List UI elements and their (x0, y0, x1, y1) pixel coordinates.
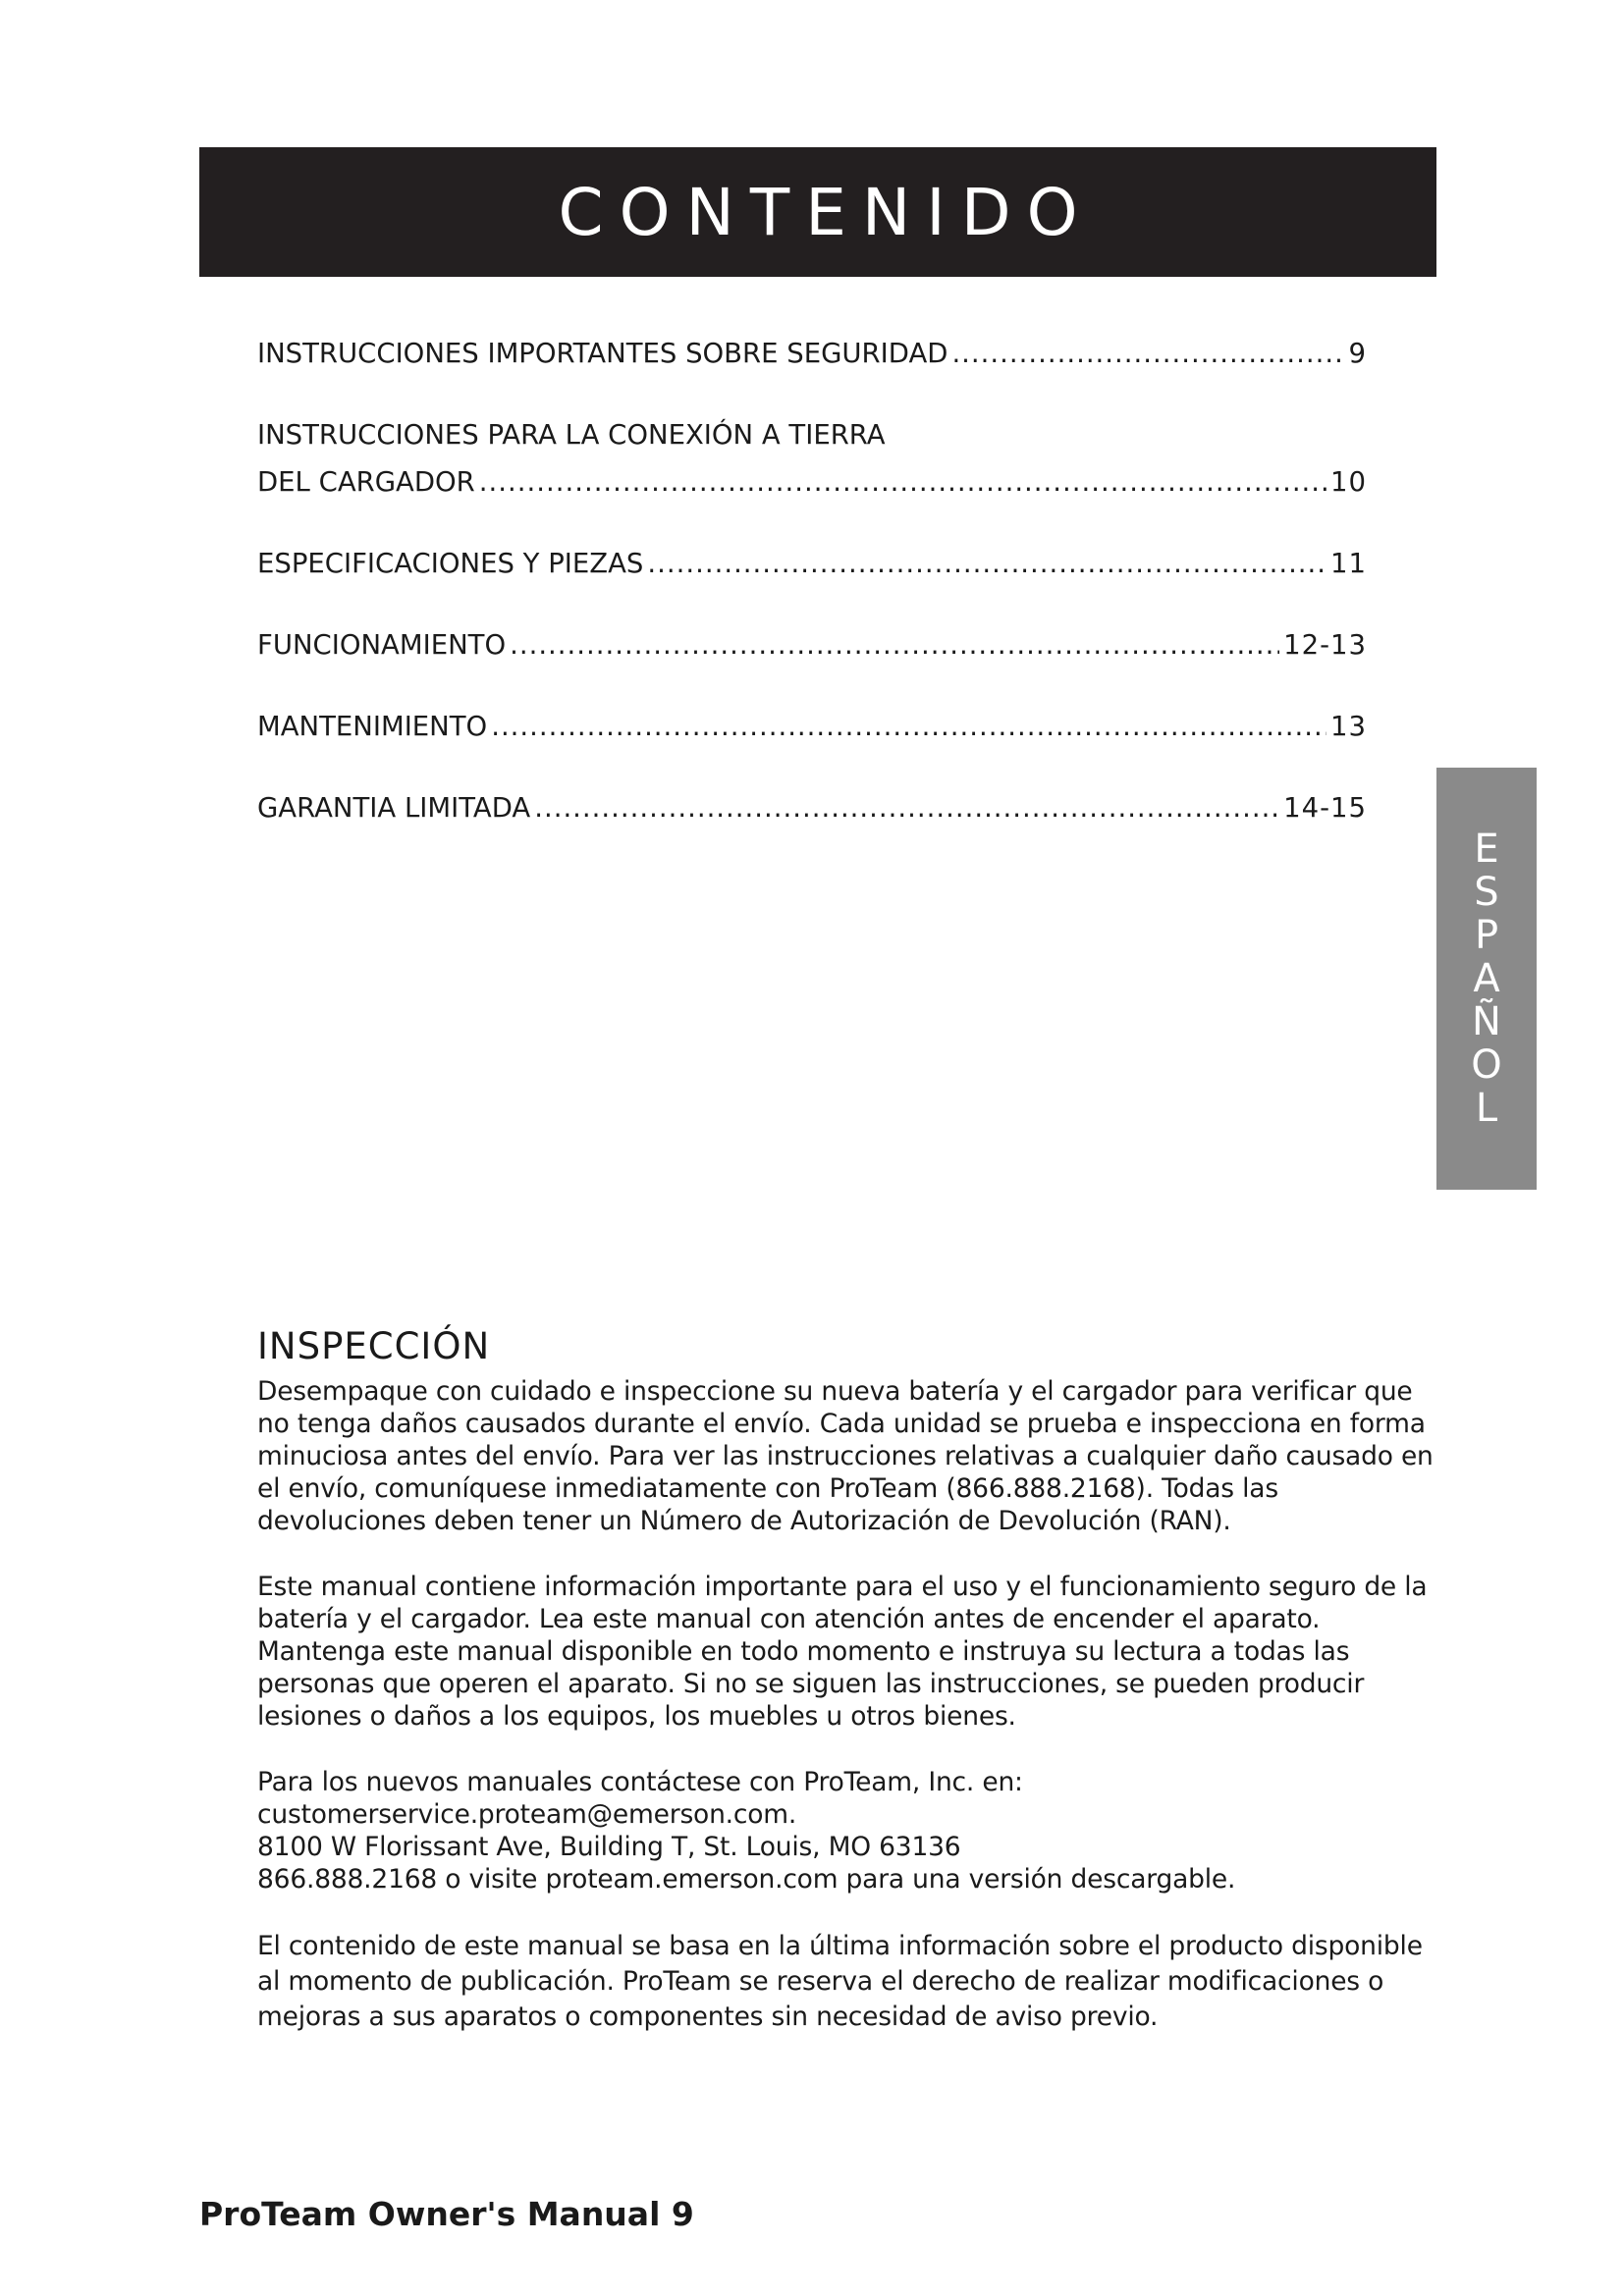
toc-page-number: 13 (1330, 711, 1367, 742)
toc-leader-dots (951, 334, 1344, 373)
toc-entry-specifications[interactable] (257, 544, 1367, 583)
title-banner (199, 147, 1436, 277)
toc-leader-dots (534, 788, 1279, 828)
toc-page-number: 14-15 (1283, 792, 1367, 824)
toc-entry-grounding[interactable] (257, 415, 1367, 502)
language-side-tab (1436, 768, 1537, 1190)
contact-block (257, 1766, 1445, 1896)
inspection-paragraph-2: Este manual contiene información importante para el uso y el funcionamiento seguro de la batería y el cargador. Lea este manual con atención antes de encender el aparato. Mantenga este manual disponible en todo momento e instruya su lectura a todas las personas que operen el aparato. Si no se siguen las instrucciones, se pueden producir lesiones o daños a los equipos, los muebles u otros bienes. (257, 1572, 1428, 1732)
toc-page-number: 10 (1330, 466, 1367, 498)
inspection-paragraph-1: Desempaque con cuidado e inspeccione su nueva batería y el cargador para verificar que no tenga daños causados durante el envío. Cada unidad se prueba e inspecciona en forma minuciosa antes del envío. Para ver las instrucciones relativas a cualquier daño causado en el envío, comuníquese inmediatamente con ProTeam (866.888.2168). Todas las devoluciones deben tener un Número de Autorización de Devolución (RAN). (257, 1376, 1434, 1536)
contact-phone: 866.888.2168 o visite proteam.emerson.com para una versión descargable. (257, 1864, 1236, 1895)
section-heading: INSPECCIÓN (257, 1325, 491, 1367)
toc-label: GARANTIA LIMITADA (257, 792, 531, 824)
toc-label: INSTRUCCIONES IMPORTANTES SOBRE SEGURIDAD (257, 338, 948, 369)
page-footer: ProTeam Owner's Manual 9 (199, 2195, 694, 2233)
toc-entry-safety[interactable] (257, 334, 1367, 373)
toc-label: ESPECIFICACIONES Y PIEZAS (257, 548, 644, 579)
toc-label: FUNCIONAMIENTO (257, 629, 507, 661)
toc-label: MANTENIMIENTO (257, 711, 488, 742)
toc-leader-dots (491, 707, 1326, 746)
toc-page-number: 9 (1348, 338, 1367, 369)
inspection-paragraph-4: El contenido de este manual se basa en la última información sobre el producto disponible al momento de publicación. ProTeam se reserva el derecho de realizar modificaciones o mejoras a sus aparatos o componentes sin necesidad de aviso previo. (257, 1931, 1423, 2032)
toc-leader-dots (479, 462, 1326, 502)
table-of-contents (257, 334, 1367, 870)
contact-address: 8100 W Florissant Ave, Building T, St. Louis, MO 63136 (257, 1832, 961, 1862)
toc-page-number: 12-13 (1283, 629, 1367, 661)
toc-label-line1: INSTRUCCIONES PARA LA CONEXIÓN A TIERRA (257, 419, 886, 451)
toc-leader-dots (510, 625, 1279, 665)
language-tab-label: ESPAÑOL (1471, 827, 1502, 1131)
toc-page-number: 11 (1330, 548, 1367, 579)
toc-entry-operation[interactable] (257, 625, 1367, 665)
toc-entry-maintenance[interactable] (257, 707, 1367, 746)
contact-intro: Para los nuevos manuales contáctese con ProTeam, Inc. en: (257, 1767, 1023, 1797)
page-title: CONTENIDO (558, 174, 1094, 250)
inspection-section (257, 1325, 1445, 2068)
toc-entry-warranty[interactable] (257, 788, 1367, 828)
toc-leader-dots (647, 544, 1326, 583)
toc-label: DEL CARGADOR (257, 466, 475, 498)
contact-email: customerservice.proteam@emerson.com. (257, 1799, 797, 1830)
